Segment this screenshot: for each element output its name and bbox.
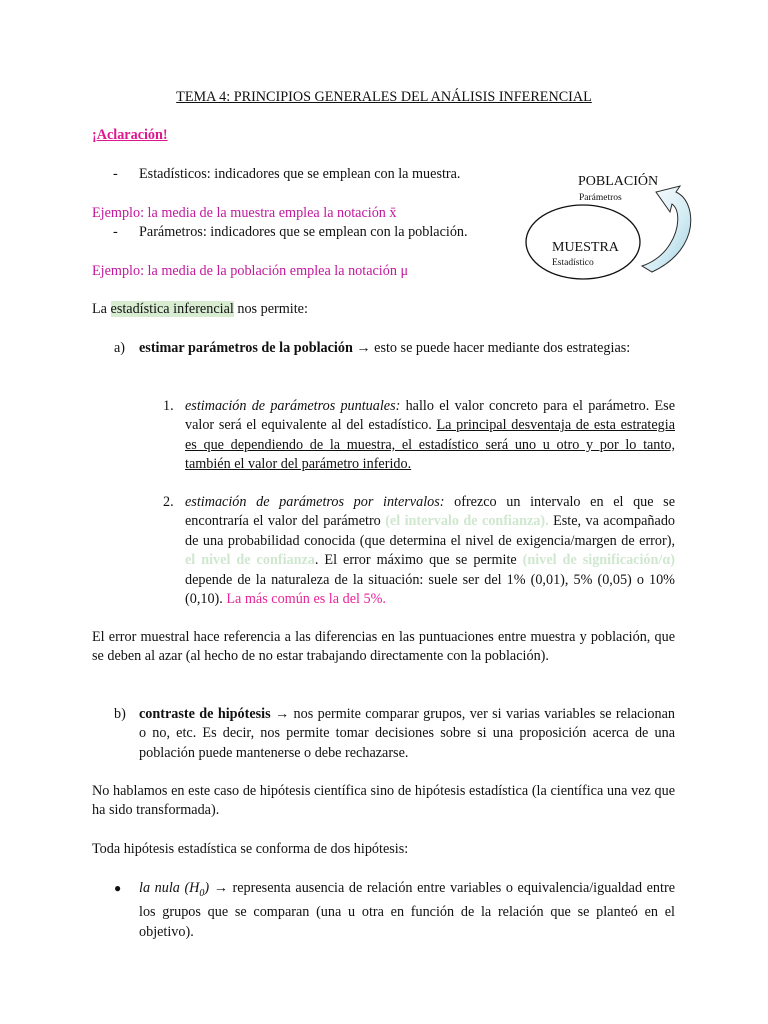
section-a-text: [139, 339, 675, 358]
section-a-heading: estimar parámetros de la población: [139, 340, 353, 356]
null-hypothesis-text: → representa ausencia de relación entre variables o equivalencia/igualdad entre los grupos que se comparan (una u otra en función de la relación que se planteó en el objetivo).: [139, 880, 675, 940]
point-estimation-term: estimación de parámetros puntuales:: [185, 398, 401, 414]
inferential-intro: [92, 300, 308, 319]
page-title: TEMA 4: PRINCIPIOS GENERALES DEL ANÁLISIS INFERENCIAL: [176, 89, 592, 105]
sample-sublabel: Estadístico: [552, 258, 594, 268]
null-hypothesis-label: la nula (H: [139, 880, 200, 896]
population-label: POBLACIÓN: [578, 174, 659, 189]
section-a-marker: a): [114, 340, 126, 356]
clarification-heading: ¡Aclaración!: [92, 127, 168, 143]
list-dash: -: [113, 166, 118, 182]
highlighted-term: estadística inferencial: [110, 301, 234, 317]
section-b-body: → nos permite comparar grupos, ver si varias variables se relacionan o no, etc. Es decir, nos permite tomar decisiones sobre si una proposición acerca de una población puede mantenerse o debe rechazarse.: [139, 706, 675, 761]
hypothesis-note-paragraph: No hablamos en este caso de hipótesis científica sino de hipótesis estadística (la científica una vez que ha sido transformada).: [92, 783, 675, 819]
section-b-text: [139, 705, 675, 763]
section-a-body: → esto se puede hacer mediante dos estrategias:: [352, 340, 631, 356]
list-dash: -: [113, 224, 118, 240]
parameters-definition: Parámetros: indicadores que se emplean con la población.: [139, 224, 468, 240]
null-hypothesis-paragraph: [139, 879, 675, 942]
hypothesis-intro: Toda hipótesis estadística se conforma de dos hipótesis:: [92, 841, 409, 857]
point-estimation-disadvantage: La principal desventaja de esta estrategia es que dependiendo de la muestra, el estadístico será uno u otro y por lo tanto, también el valor del parámetro inferido.: [185, 417, 675, 473]
interval-text: depende de la naturaleza de la situación: suele ser del 1% (0,01), 5% (0,05) o 10% (0,10).: [185, 571, 675, 608]
interval-text: . El error máximo que se permite: [314, 552, 523, 569]
sample-label: MUESTRA: [552, 240, 619, 255]
interval-estimation-paragraph: [185, 493, 675, 609]
null-hypothesis-subscript: 0: [199, 887, 205, 899]
interval-text: Este, va acompañado de una probabilidad conocida (que determina el nivel de exigencia/margen de error),: [185, 513, 676, 549]
sampling-error-paragraph: El error muestral hace referencia a las diferencias en las puntuaciones entre muestra y población, que se deben al azar (al hecho de no estar trabajando directamente con la población).: [92, 629, 675, 665]
section-b-marker: b): [114, 706, 126, 722]
return-arrow-icon: [642, 186, 691, 272]
most-common-note: La más común es la del 5%.: [226, 591, 386, 608]
statistics-definition: Estadísticos: indicadores que se emplean con la muestra.: [139, 166, 461, 182]
statistics-example: Ejemplo: la media de la muestra emplea la notación x̄: [92, 205, 397, 221]
interval-text: ofrezco un intervalo en el que se encontraría el valor del parámetro: [185, 494, 676, 530]
confidence-interval-term: (el intervalo de confianza).: [385, 513, 549, 530]
item-2-marker: 2.: [163, 494, 174, 510]
interval-estimation-term: estimación de parámetros por intervalos:: [185, 494, 445, 510]
item-1-marker: 1.: [163, 398, 174, 414]
confidence-level-term: el nivel de confianza: [185, 552, 315, 569]
intro-text: nos permite:: [233, 301, 308, 317]
population-sublabel: Parámetros: [579, 193, 622, 203]
bullet-icon: ●: [114, 881, 122, 895]
population-sample-diagram: [520, 168, 700, 288]
section-b-heading: contraste de hipótesis: [139, 706, 271, 722]
point-estimation-paragraph: [185, 397, 675, 475]
null-hypothesis-label-close: ): [204, 880, 210, 896]
parameters-example: Ejemplo: la media de la población emplea la notación μ: [92, 263, 409, 279]
point-estimation-text: hallo el valor concreto para el parámetro. Ese valor será el equivalente al del estadístico.: [185, 398, 675, 434]
significance-level-term: (nivel de significación/α): [522, 552, 675, 569]
intro-text: La: [92, 301, 111, 317]
null-hypothesis-term: [139, 880, 210, 899]
